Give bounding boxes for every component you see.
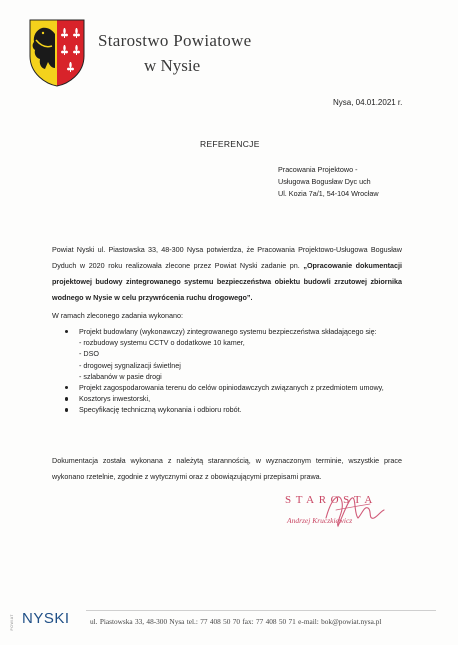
sub-item: - DSO xyxy=(79,349,99,359)
bullet-icon xyxy=(65,386,68,389)
footer-contact: ul. Piastowska 33, 48-300 Nysa tel.: 77 408 50 70 fax: 77 408 50 71 e-mail: bok@powiat.nysa.pl xyxy=(90,617,382,626)
project-name: „Opracowanie dokumentacji projektowej budowy zintegrowanego systemu bezpieczeństwa obiektu budowli zrzutowej zbiornika wodnego w Nysie w celu przywrócenia ruchu drogowego”. xyxy=(52,261,402,302)
bullet-icon xyxy=(65,397,68,400)
task-text: Kosztorys inwestorski, xyxy=(79,394,151,404)
organization-name-line1: Starostwo Powiatowe xyxy=(98,31,252,50)
bullet-icon xyxy=(65,330,68,333)
list-item xyxy=(52,393,402,404)
list-item xyxy=(52,326,402,382)
task-list xyxy=(52,326,402,416)
signature-icon xyxy=(318,488,388,533)
sub-item: - szlabanów w pasie drogi xyxy=(79,371,162,381)
recipient-address xyxy=(278,164,379,200)
sub-item: - rozbudowy systemu CCTV o dodatkowe 10 kamer, xyxy=(79,338,245,348)
document-title: REFERENCJE xyxy=(200,139,260,149)
document-date: Nysa, 04.01.2021 r. xyxy=(333,98,403,107)
organization-name-line2: w Nysie xyxy=(144,56,201,76)
stamp-title: STAROSTA xyxy=(285,494,377,506)
main-paragraph-text: Powiat Nyski ul. Piastowska 33, 48-300 Nysa potwierdza, że Pracowania Projektowo-Usługowa Bogusław Dyduch w 2020 roku realizowała zlecone przez Powiat Nyski zadanie pn. xyxy=(52,245,402,270)
recipient-line: Usługowa Bogusław Dyc uch xyxy=(278,177,371,186)
stamp-name: Andrzej Kruczkiewicz xyxy=(287,516,353,525)
footer-logo-text: NYSKI xyxy=(22,610,70,627)
task-text: Projekt zagospodarowania terenu do celów opiniodawczych związanych z przedmiotem umowy, xyxy=(79,383,384,393)
footer-logo-small: POWIAT xyxy=(10,614,14,631)
list-item xyxy=(52,404,402,415)
closing-paragraph: Dokumentacja została wykonana z należytą starannością, w wyznaczonym terminie, wszystkie prace wykonano rzetelnie, zgodnie z wytycznymi oraz z obowiązującymi przepisami prawa. xyxy=(52,456,402,481)
footer-logo xyxy=(10,610,70,631)
bullet-icon xyxy=(65,408,68,411)
task-text: Projekt budowlany (wykonawczy) zintegrowanego systemu bezpieczeństwa składającego się: xyxy=(79,327,377,336)
footer-divider xyxy=(86,610,436,611)
tasks-intro: W ramach zleconego zadania wykonano: xyxy=(52,311,184,320)
organization-name xyxy=(98,30,298,77)
recipient-line: Pracowania Projektowo - xyxy=(278,165,358,174)
main-paragraph xyxy=(52,242,402,306)
list-item xyxy=(52,382,402,393)
task-text: Specyfikację techniczną wykonania i odbioru robót. xyxy=(79,405,242,415)
coat-of-arms-icon xyxy=(28,18,86,88)
recipient-line: Ul. Kozia 7a/1, 54-104 Wrocław xyxy=(278,189,379,198)
sub-item: - drogowej sygnalizacji świetlnej xyxy=(79,360,181,370)
